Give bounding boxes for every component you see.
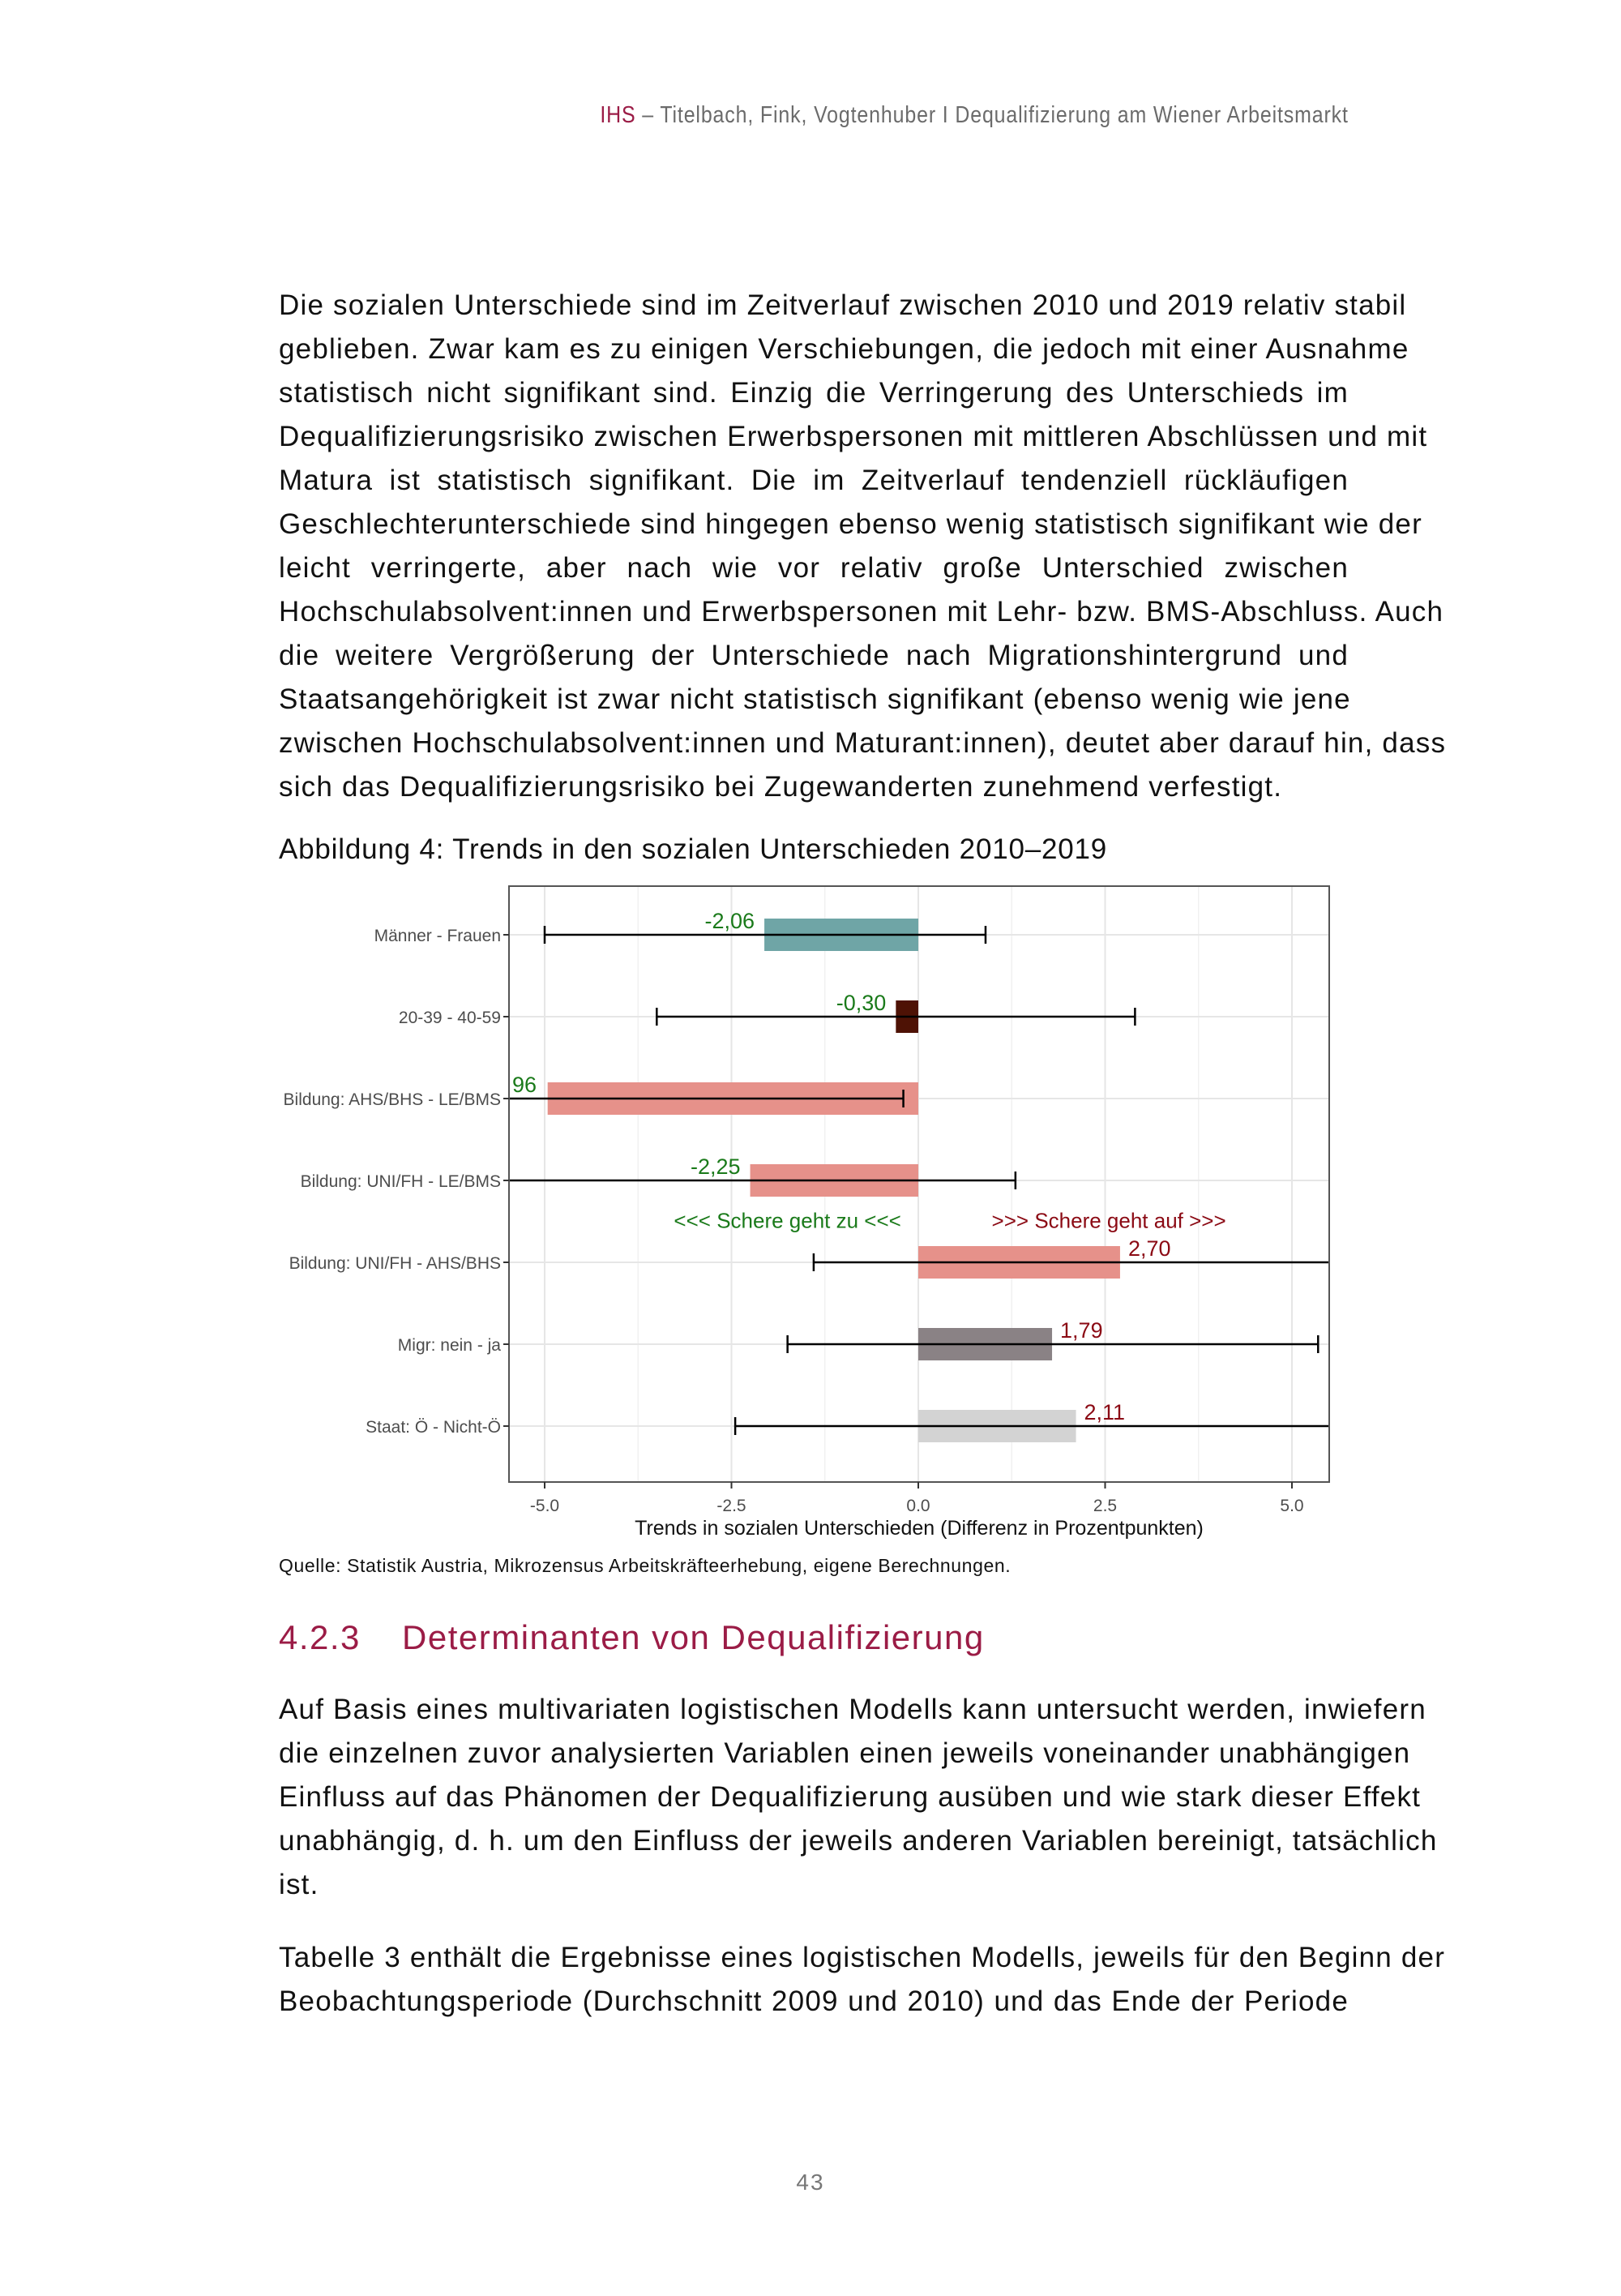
value-label: 2,11 <box>1084 1400 1126 1424</box>
text-line: Tabelle 3 enthält die Ergebnisse eines logistischen Modells, jeweils für den Beginn der <box>279 1942 1446 1973</box>
text-line: zwischen Hochschulabsolvent:innen und Maturant:innen), deutet aber darauf hin, dass <box>279 727 1447 759</box>
paragraph-model-intro <box>279 1688 1438 1907</box>
text-line: Auf Basis eines multivariaten logistischen Modells kann untersucht werden, inwiefern <box>279 1694 1426 1725</box>
value-label: -2,25 <box>691 1154 741 1179</box>
y-tick-label: Staat: Ö - Nicht-Ö <box>366 1418 501 1437</box>
text-line: Hochschulabsolvent:innen und Erwerbspersonen mit Lehr- bzw. BMS-Abschluss. Auch <box>279 596 1444 628</box>
running-header-text: – Titelbach, Fink, Vogtenhuber I Dequalifizierung am Wiener Arbeitsmarkt <box>635 102 1349 128</box>
figure-source: Quelle: Statistik Austria, Mikrozensus Arbeitskräfteerhebung, eigene Berechnungen. <box>279 1555 1012 1576</box>
x-tick-label: -2.5 <box>716 1497 746 1515</box>
text-line: die einzelnen zuvor analysierten Variablen einen jeweils voneinander unabhängigen <box>279 1737 1411 1769</box>
annotation-scissors-open: >>> Schere geht auf >>> <box>991 1208 1226 1233</box>
y-tick-label: Männer - Frauen <box>374 927 501 945</box>
y-tick-label: Bildung: UNI/FH - LE/BMS <box>300 1172 501 1191</box>
text-line: Geschlechterunterschiede sind hingegen ebenso wenig statistisch signifikant wie der <box>279 508 1422 540</box>
value-label: 1,79 <box>1060 1318 1103 1343</box>
text-line: Beobachtungsperiode (Durchschnitt 2009 und 2010) und das Ende der Periode <box>279 1985 1349 2017</box>
text-line: die weitere Vergrößerung der Unterschiede nach Migrationshintergrund und <box>279 640 1349 671</box>
figure-caption: Abbildung 4: Trends in den sozialen Unterschieden 2010–2019 <box>279 833 1108 865</box>
value-label: -0,30 <box>836 991 887 1015</box>
text-line: Einfluss auf das Phänomen der Dequalifizierung ausüben und wie stark dieser Effekt <box>279 1781 1422 1813</box>
text-line: Dequalifizierungsrisiko zwischen Erwerbspersonen mit mittleren Abschlüssen und mit <box>279 421 1428 452</box>
text-line: Staatsangehörigkeit ist zwar nicht statistisch signifikant (ebenso wenig wie jene <box>279 683 1351 715</box>
y-tick-label: 20-39 - 40-59 <box>398 1009 501 1027</box>
x-tick-label: 5.0 <box>1280 1497 1304 1515</box>
x-tick-label: 2.5 <box>1093 1497 1118 1515</box>
text-line: Matura ist statistisch signifikant. Die im Zeitverlauf tendenziell rückläufigen <box>279 465 1349 496</box>
value-label: 2,70 <box>1127 1236 1171 1261</box>
section-title: Determinanten von Dequalifizierung <box>402 1618 985 1656</box>
paragraph-table-intro <box>279 1936 1446 2024</box>
y-tick-label: Bildung: UNI/FH - AHS/BHS <box>289 1254 501 1273</box>
value-label: -2,06 <box>704 909 755 933</box>
text-line: ist. <box>279 1869 319 1900</box>
text-line: geblieben. Zwar kam es zu einigen Verschiebungen, die jedoch mit einer Ausnahme <box>279 333 1409 365</box>
text-line: leicht verringerte, aber nach wie vor relativ große Unterschied zwischen <box>279 552 1349 584</box>
page-number: 43 <box>796 2170 825 2195</box>
x-axis-title: Trends in sozialen Unterschieden (Differenz in Prozentpunkten) <box>635 1517 1204 1540</box>
x-tick-label: 0.0 <box>906 1497 930 1515</box>
y-tick-label: Bildung: AHS/BHS - LE/BMS <box>283 1090 501 1109</box>
x-tick-label: -5.0 <box>529 1497 560 1515</box>
annotation-scissors-close: <<< Schere geht zu <<< <box>674 1208 901 1233</box>
brand-label: IHS <box>600 102 636 128</box>
value-label: 96 <box>512 1073 537 1097</box>
section-heading <box>279 1618 985 1657</box>
text-line: statistisch nicht signifikant sind. Einzig die Verringerung des Unterschieds im <box>279 377 1349 409</box>
text-line: Die sozialen Unterschiede sind im Zeitverlauf zwischen 2010 und 2019 relativ stabil <box>279 289 1407 321</box>
text-line: unabhängig, d. h. um den Einfluss der jeweils anderen Variablen bereinigt, tatsächlich <box>279 1825 1438 1857</box>
y-tick-label: Migr: nein - ja <box>397 1336 501 1355</box>
section-number: 4.2.3 <box>279 1618 361 1656</box>
text-line: sich das Dequalifizierungsrisiko bei Zugewanderten zunehmend verfestigt. <box>279 771 1283 803</box>
